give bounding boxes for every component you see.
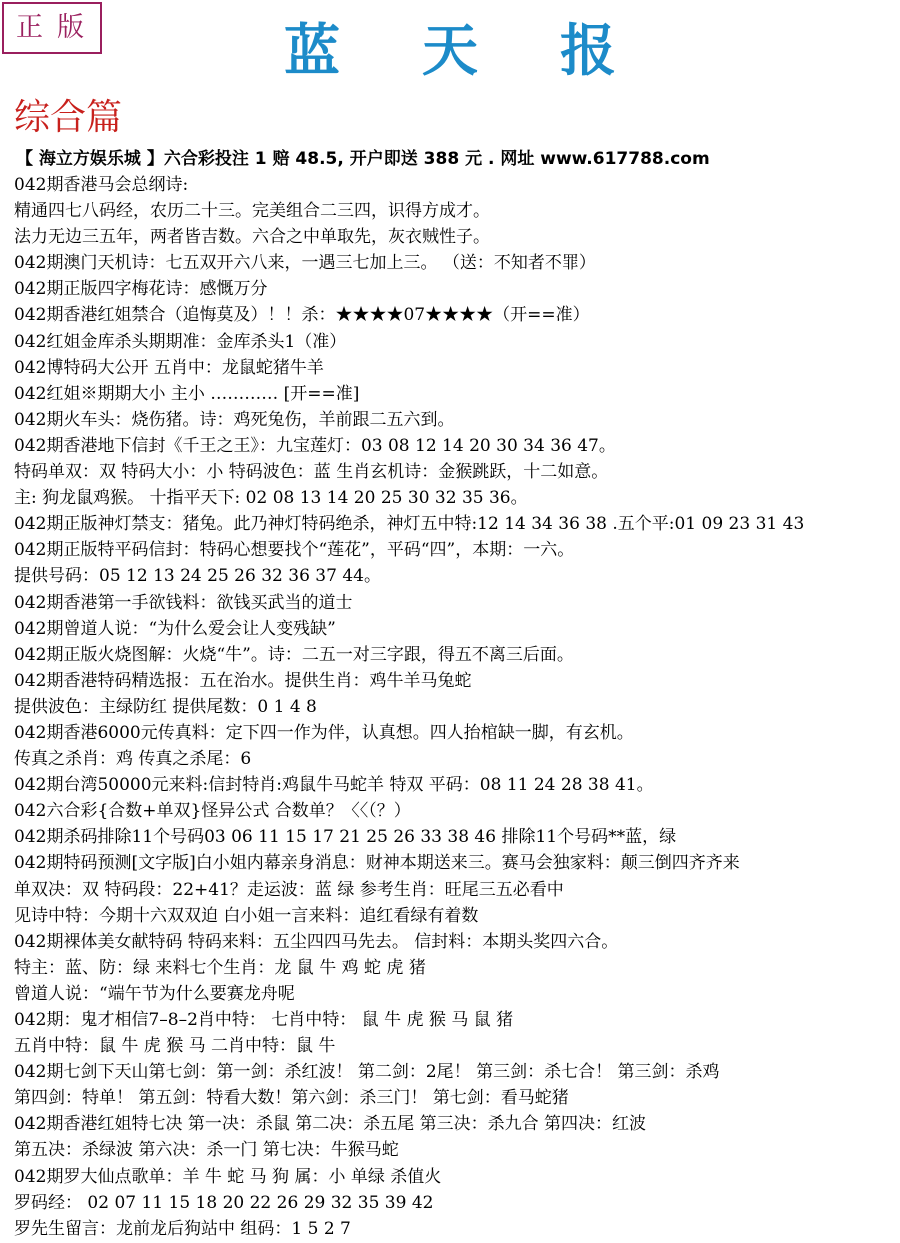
content-line: 042期杀码排除11个号码03 06 11 15 17 21 25 26 33 38 46 排除11个号码**蓝，绿 [14,827,677,848]
content-line: 042期曾道人说：“为什么爱会让人变残缺” [14,618,336,639]
content-line: 042期台湾50000元来料:信封特肖:鸡鼠牛马蛇羊 特双 平码：08 11 24 28 38 41。 [14,775,654,796]
content-line: 042博特码大公开 五肖中：龙鼠蛇猪牛羊 [14,357,324,378]
content-lines [14,172,900,1242]
content-line: 提供号码：05 12 13 24 25 26 32 36 37 44。 [14,566,381,587]
content-line: 罗先生留言：龙前龙后狗站中 组码：1 5 2 7 [14,1218,351,1239]
edition-badge: 正版 [2,2,102,54]
newspaper-title: 蓝天报 [284,19,698,84]
content-line: 042期澳门天机诗：七五双开六八来，一遇三七加上三。 （送：不知者不罪） [14,253,596,274]
content-line: 罗码经： 02 07 11 15 18 20 22 26 29 32 35 39 42 [14,1192,434,1213]
content-line: 曾道人说：“端午节为什么要赛龙舟呢 [14,983,295,1004]
content-line: 042红姐金库杀头期期准：金库杀头1（准） [14,331,347,352]
content-line: 042期正版火烧图解：火烧“牛”。诗：二五一对三字跟，得五不离三后面。 [14,644,574,665]
content-line: 042期香港第一手欲钱料：欲钱买武当的道士 [14,592,353,613]
content-line: 见诗中特：今期十六双双迫 白小姐一言来料：追红看绿有着数 [14,905,479,926]
content-line: 042红姐※期期大小 主小 ………… [开==准] [14,383,360,404]
content-line: 042期香港6000元传真料：定下四一作为伴，认真想。四人抬棺缺一脚，有玄机。 [14,722,634,743]
content-line: 第四剑：特单！ 第五剑：特看大数！第六剑：杀三门！ 第七剑：看马蛇猪 [14,1088,569,1109]
content-line: 五肖中特：鼠 牛 虎 猴 马 二肖中特：鼠 牛 [14,1036,336,1057]
content-line: 特码单双：双 特码大小：小 特码波色：蓝 生肖玄机诗：金猴跳跃，十二如意。 [14,462,609,483]
content-line: 精通四七八码经，农历二十三。完美组合二三四，识得方成才。 [14,201,490,222]
content-line: 特主：蓝、防：绿 来料七个生肖：龙 鼠 牛 鸡 蛇 虎 猪 [14,957,426,978]
ad-line: 【 海立方娱乐城 】六合彩投注 1 赔 48.5, 开户即送 388 元 . 网址 www.617788.com [16,149,710,169]
content-line: 042期正版神灯禁支：猪兔。此乃神灯特码绝杀，神灯五中特:12 14 34 36 38 .五个平:01 09 23 31 43 [14,514,805,535]
content-line: 042期正版四字梅花诗：感慨万分 [14,279,268,300]
content-line: 042六合彩{合数+单双}怪异公式 合数单？〈〈（？） [14,801,411,822]
content-line: 042期香港地下信封《千王之王》：九宝莲灯：03 08 12 14 20 30 34 36 47。 [14,435,616,456]
content-line: 042期香港特码精选报：五在治水。提供生肖：鸡牛羊马兔蛇 [14,670,472,691]
content-line: 第五决：杀绿波 第六决：杀一门 第七决：牛猴马蛇 [14,1140,399,1161]
content-line: 042期：鬼才相信7–8–2肖中特： 七肖中特： 鼠 牛 虎 猴 马 鼠 猪 [14,1010,514,1030]
content-line: 042期罗大仙点歌单：羊 牛 蛇 马 狗 属：小 单绿 杀值火 [14,1166,442,1187]
content-line: 法力无边三五年，两者皆吉数。六合之中单取先，灰衣贼性子。 [14,227,490,248]
content-line: 042期香港红姐禁合（追悔莫及）！！杀：★★★★07★★★★（开==准） [14,305,590,326]
content-line: 042期裸体美女献特码 特码来料：五尘四四马先去。 信封料：本期头奖四六合。 [14,931,619,952]
content-line: 042期火车头：烧伤猪。诗：鸡死兔伤，羊前跟二五六到。 [14,409,455,430]
content-line: 042期特码预测[文字版]白小姐内幕亲身消息：财神本期送来三。赛马会独家料：颠三倒四齐齐来 [14,853,740,874]
content-line: 主: 狗龙鼠鸡猴。 十指平天下: 02 08 13 14 20 25 30 32 35 36。 [14,488,528,509]
content-line: 042期七剑下天山第七剑：第一剑：杀红波！ 第二剑：2尾！ 第三剑：杀七合！ 第三剑：杀鸡 [14,1062,720,1083]
content-line: 单双决：双 特码段：22+41？走运波：蓝 绿 参考生肖：旺尾三五必看中 [14,879,564,900]
content-line: 042期正版特平码信封：特码心想要找个“莲花”，平码“四”，本期：一六。 [14,540,575,561]
content-line: 传真之杀肖：鸡 传真之杀尾：6 [14,749,252,770]
content-line: 提供波色：主绿防红 提供尾数：0 1 4 8 [14,696,317,717]
content-line: 042期香港红姐特七决 第一决：杀鼠 第二决：杀五尾 第三决：杀九合 第四决：红波 [14,1114,647,1135]
content-line: 042期香港马会总纲诗: [14,175,189,195]
section-title: 综合篇 [14,97,123,138]
